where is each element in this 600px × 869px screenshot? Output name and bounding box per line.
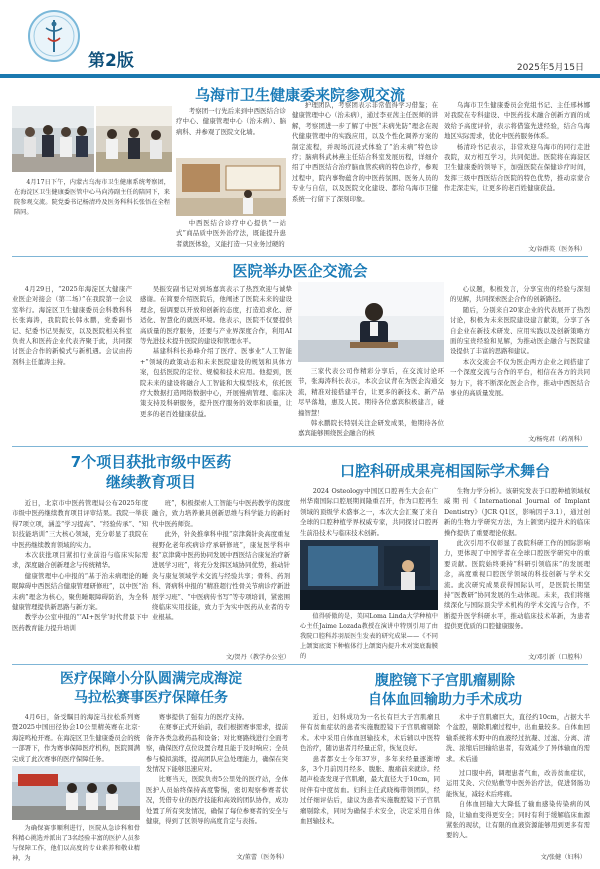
section-divider-2 [12, 446, 588, 447]
s4-column-1: 2024 Osteology中国区口腔再生大会在广州华南国际口腔展期间隆重召开，作为口腔再生领域的顶级学术盛事之一，本次大会汇聚了来自全球的口腔种植学界权威专家，共同探讨口腔再生前沿技术与临床技术创新。 [300, 487, 438, 537]
s6-column-3: 过口服中药，调理患者气血，改善贫血症状，运用艾灸、穴位贴敷等中医外治疗法，促进肾肠功能恢复，减轻术后疼痛。 自体血回输大大降低了输血感染传染病的风险，让输血变得更安全；同时有利于缓解临床血源紧张的现状，让有限的血液资源能够用到更多有需要的人。 [446, 769, 590, 840]
s5-headline-line2: 马拉松赛事医疗保障任务 [74, 690, 228, 706]
s5-photo-medical-team [12, 766, 140, 820]
s2-column-1: 4月29日，“2025年海淀区大健康产业医企对接会（第二场）”在我院第一会议室举行。海淀区卫生健康委员会科教科科长张海涛，我院院长韩永鹏，党委副书记、纪委书记吴振安，以及医院相关科室负责人和医药企业代表齐聚于此，共同探讨医企合作的新模式与新机遇。会议由药剂科主任董涛主持。 [12, 285, 132, 366]
s2-photo-speaker [298, 282, 444, 362]
s6-headline-line1: 腹腔镜下子宫肌瘤剔除 [375, 673, 515, 689]
s1-headline: 乌海市卫生健康委来院参观交流 [194, 86, 405, 104]
header-rule [0, 74, 600, 78]
section-divider-1 [12, 256, 588, 257]
s1-byline: 文/谷群英（医务科） [528, 246, 586, 253]
s3-headline-line1: 7个项目获批市级中医药 [70, 453, 232, 471]
s4-caption: 值得骄傲的是，美国Loma Linda大学种植中心主任Jaime Lozada教授在演讲中特别引用了由我院口腔科苏羽辰医生发表的研究成果——《不同上颌窦底窦下种植体行上颌窦内提升术对窦底黏膜的 [300, 613, 438, 660]
s1-photo-visit [12, 106, 94, 172]
s1-photo-corridor [96, 106, 172, 172]
s6-column-1: 近日，妇科成功为一名长有巨大子宫肌瘤且伴有贫血症状的患者实施腹腔镜下子宫肌瘤剔除术。术中采用自体血回输技术，术后辅以中医特色治疗，随访患者月经量正常，恢复良好。 患者都女士今年37岁，多年来经量逐渐增多，3个月前因月经多、腹胀、腹痛前来就诊。经超声检查发现子宫肌瘤，最大直径大于10cm，同时伴有中度贫血。妇科主任武晓梅带领团队，经过仔细评估后，建议为患者实施腹腔镜下子宫肌瘤剔除术，同时为确保手术安全，决定采用自体血回输技术。 [300, 713, 440, 826]
s1-photo-exhibit [176, 158, 286, 216]
s1-column-2b: 中西医结合诊疗中心提供“一站式”商品质中医外治疗法，既能提升患者就医体验，又能打造一只业务过硬的 [176, 219, 286, 248]
issue-date: 2025年5月15日 [516, 63, 584, 73]
s1-column-2a: 考察团一行先后来到中西医结合诊疗中心、健康管理中心（治未病）、脑病科、并参观了医院文化墙。 [176, 107, 286, 136]
s3-headline-line2: 继续教育项目 [105, 473, 196, 491]
s2-byline: 文/杨宛君（药剂科） [528, 436, 586, 443]
s1-column-4: 乌海市卫生健康委员会党组书记、主任邢林娜对我院在专科建设、中医药技术融合创新方面的成效给予高度评价，表示将借鉴先进经验，结合乌海地区实际需求，优化中医药服务体系。 杨清玲书记表示，非常欢迎乌海市的同行走进我院，双方相互学习，共同促进。医院将在海淀区卫生健康委的领导下，加强医院在保健诊疗时间，发挥三级中西医结合医院的特色优势，推动京蒙合作走深走实，让更多的老百姓健康获益。 [444, 101, 590, 193]
s2-column-3: 三家代表公司作精彩分享后，在交流讨论环节，张海涛科长表示，本次会议背在为医企沟通交流，精准对接搭建平台，让更多的新技术、新产品尽早落地，惠及人民。期待各位嘉宾积极建言，碰撞智慧！ 韩永鹏院长特别关注企研发成果，他期待各位嘉宾能够围绕医企融合的核 [298, 367, 444, 438]
hospital-logo-icon [28, 10, 80, 62]
s6-byline: 文/张健（妇科） [540, 854, 586, 861]
s3-column-1: 近日，北京市中医药管理局公布2025年度市级中医药继续教育项目评审结果。我院一举获得7项立项，涵盖“学习提高”、“经验传承”、“知识技能培训”三大核心领域，充分彰显了我院在中医药继续教育领域的实力。 本次获批项目紧扣行业前沿与临床实际需求，深度融合创新理念与传统精华。 健康管理中心申报的“基于治未病理论的睡眠障碍中西医结合健康管理研修班”，以中医“治未病”理念为核心，聚焦睡眠障碍防治，为全科健康管理提供新思路与新方案。 教学办公室申报的“‘AI+医学’时代背景下中医药教育能力提升培训 [12, 499, 148, 632]
s5-byline: 文/董蕾（医务科） [236, 854, 288, 861]
s2-headline: 医院举办医企交流会 [232, 262, 368, 280]
page-header [0, 0, 600, 78]
s5-headline-line1: 医疗保障小分队圆满完成海淀 [60, 671, 242, 687]
page-number: 第2版 [88, 51, 134, 71]
s1-column-3: 护理团队，考察团表示非常值得学习借鉴；在健康管理中心（治未病），通过李亚茜主任医师的讲解，考察团进一步了解了中医“未病先防”理念在现代健康管理中的实践应用，以及个性化调养方案的制定流程，并现场沉浸式体验了“治未病”特色诊疗；脑病科武林燕主任结合科室发展历程，详细介绍了中西医结合治疗脑血管疾病的特色诊疗，参观过程中，院内事物蕴含的中医药氛围、医务人员的专业与自信，以及医院文化建设、都给乌海市卫健系统一行留下了深刻印象。 [292, 101, 438, 203]
s6-column-2: 术中子宫肌瘤巨大，直径约10cm，占据大半个盆腔，剔除肌瘤过程中，出血量较多。自体血回输系统将术野中的血液经过抗凝、过滤、分离、清洗、浓缩后回输给患者，有效减少了异体输血的需求。术后通 [446, 713, 590, 763]
s6-headline [300, 672, 590, 710]
s5-column-2: 赛事提供了强有力的医疗支持。 在赛事正式开始前，我们根据赛事需求，提前备齐各类急救药品和设备；对比赛路线进行全面考察，确保医疗点位设置合理且能于及时响应；全员参与模拟演练，提高团队应急处理能力，确保在突发情况下能够迅速应对。 比赛当天，医院负责5公里处的医疗站，全体医护人员始终保持高度警惕，密切观察参赛者状况，凭借专业的医疗技能和高效的团队协作，成功处置了所有突发情况，确保了每位参赛者的安全与健康，得到了区领导的高度肯定与表扬。 [146, 713, 288, 826]
s4-photo-conference [300, 540, 438, 610]
s3-column-2: 班”，积极探索人工智能与中医药教学的深度融合，致力培养兼具创新思维与科学能力的新时代中医药师资。 此外，针灸推拿科申报“京津冀针灸高度重复视野化老年疾病诊疗承研修班”，康复医学科申报“京津冀中医药协同发展中西医结合康复治疗新进展学习班”，将充分发挥区域协同优势，推动针灸与康复领域学术交流与经验共享；骨科、药剂科、肾病科申报的“精准超行性骨关节病诊疗新进展学习班”、“中医病传书写”等专项培训，紧密围绕临床实用技能，致力于为实中医药从业者的专业根基。 [152, 499, 290, 622]
s4-headline: 口腔科研成果亮相国际学术舞台 [339, 462, 550, 480]
s5-headline [14, 670, 288, 708]
s5-caption: 为确保赛事顺利进行，医院从急诊科和骨科精心挑选并派出了3名经验丰富的医护人员参与保障工作，他们以高度的专业素养和敬业精神，为 [12, 825, 140, 862]
s2-column-4: 心议题，积极发言，分享宝贵的经验与深刻的见解，共同探索医企合作的创新路径。 随后，分别来自20家企业的代表展开了热烈讨论，积极为未来医院建设建言献策，分享了各自企业在新技术研发、应用实践以及创新策略方面的宝贵经验和见解，为推动医企融合与医院建设提供了丰富的思路和建议。 本次交流会不仅为医企两方企业之间搭建了一个深度交流与合作的平台，相信在各方的共同努力下，将不断深化医企合作，推动中西医结合事业的高质量发展。 [450, 285, 590, 398]
s5-column-1: 4月6日，备受瞩目的海淀马拉松系列赛暨2025中国田径协会10公里精英赛在北京·海淀鸣枪开赛。在海淀区卫生健康委员会的统一部署下，作为赛事保障医疗机构，医院圆满完成了此次赛事的医疗保障任务。 [12, 713, 140, 763]
s3-headline [22, 452, 280, 492]
s1-caption: 4月17日下午，内蒙古乌海市卫生健康系统考察团，在海淀区卫生健康委医管中心马向涛副主任的陪同下，来院参观交流。院党委书记杨清玲及医务科科长张悟在全程陪同。 [14, 179, 170, 216]
s6-headline-line2: 自体血回输助力手术成功 [368, 692, 522, 708]
s2-column-2: 吴振安副书记对到场嘉宾表示了热烈欢迎与诚挚感谢。在简要介绍医院后，他阐述了医院未来的建设理念，强调要以开放和创新的态度，打造追求化、舒适化、智慧化的就医环境。他表示，医院不仅要提供高质量的医疗服务，还要与产业界深度合作，利用AI等先进技术提升医院的建设和管理水平。 基建科科长孙峰介绍了医疗、医事业“人工智能+”领域的政策动态和未来医院建设的规划和具体方案，包括医院的定位、规模和技术应用。他提到，医院未来的建设将融合人工智能和大模型技术，依托医疗大数据打造网络数据中心，开展慢病管理、临床决策支持及科研服务，提升医疗服务的效率和质量，让更多的老百姓健康获益。 [140, 285, 292, 418]
s3-byline: 文/贺丹（教学办公室） [226, 654, 290, 661]
section-divider-3 [12, 664, 588, 665]
s4-byline: 文/邓引新（口腔科） [528, 654, 586, 661]
s4-column-2: 生物力学分析》。该研究发表于口腔种植领域权威期刊《International Journal of Implant Dentistry》（JCR Q1区，影响因子3.1），通过创新的生物力学研究方法，为上颌窦内提升术的临床操作提供了重要理论依据。 此次引用不仅彰显了我院科研工作的国际影响力，更体现了中国学者在全球口腔医学研究中的重要贡献。医院始终秉持“科研引领临床”的发展理念，高度重视口腔医学领域的科技创新与学术交流。此次研究成果获得国际认可，是医院长期坚持“医教研”协同发展的生动体现。未来，我们将继续深化与国际顶尖学术机构的学术交流与合作，不断提升医学科研水平，推动临床技术革新，为患者提供更优质的口腔健康服务。 [444, 487, 590, 631]
